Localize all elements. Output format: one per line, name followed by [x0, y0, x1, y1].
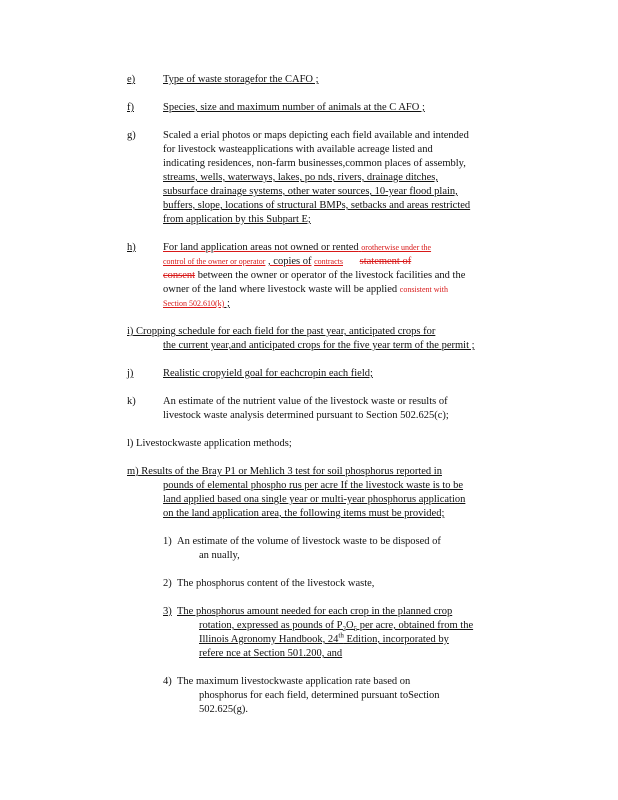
item-j-text: Realistic cropyield goal for eachcropin each field;	[163, 368, 373, 379]
item-h-deleted: consent	[163, 270, 196, 281]
item-h-label: h)	[127, 242, 136, 253]
subitem-4-line: phosphorus for each field, determined pursuant toSection	[199, 690, 440, 701]
item-h-line2	[163, 255, 411, 268]
subitem-3-line: The phosphorus amount needed for each crop in the planned crop	[177, 606, 453, 617]
item-l-text: Livestockwaste application methods;	[133, 438, 292, 449]
item-m-text: Results of the Bray P1 or Mehlich 3 test for soil phosphorus reported in	[138, 466, 442, 477]
item-l-label: l)	[127, 438, 134, 449]
subitem-3-text: per acre, obtained from the	[357, 620, 474, 631]
item-h-inserted: orotherwise under the	[361, 243, 432, 252]
item-g-line: indicating residences, non-farm businesses,common places of assembly,	[163, 158, 466, 169]
item-f-label: f)	[127, 102, 134, 113]
item-i-text: Cropping schedule for each field for the past year, anticipated crops for	[133, 326, 436, 337]
item-i-line2: the current year,and anticipated crops for the five year term of the permit ;	[163, 340, 475, 351]
subitem-3-line2	[199, 619, 473, 632]
item-h-inserted: contracts	[314, 257, 343, 266]
subitem-3-text: O	[345, 620, 354, 631]
item-h-line3	[163, 269, 465, 282]
subitem-4-label: 4)	[163, 676, 172, 687]
item-g-line: Scaled a erial photos or maps depicting each field available and intended	[163, 130, 469, 141]
item-m-line: on the land application area, the following items must be provided;	[163, 508, 445, 519]
item-m-line: land applied based ona single year or multi-year phosphorus application	[163, 494, 466, 505]
item-m-line: pounds of elemental phospho rus per acre If the livestock waste is to be	[163, 480, 464, 491]
subitem-4-line: 502.625(g).	[199, 704, 248, 715]
item-g-line: buffers, slope, locations of structural BMPs, setbacks and areas restricted	[163, 200, 471, 211]
item-h-text: For land application areas not owned or rented	[163, 242, 359, 253]
item-h-text: , copies of	[268, 256, 312, 267]
item-i-line1	[127, 325, 435, 338]
item-g-label: g)	[127, 130, 136, 141]
subitem-3-text: rotation, expressed as pounds of P	[199, 620, 343, 631]
item-h-text: ;	[224, 298, 230, 309]
item-g-line: from application by this Subpart E;	[163, 214, 311, 225]
item-l-line	[127, 437, 292, 450]
item-g-line: subsurface drainage systems, other water sources, 10-year flood plain,	[163, 186, 458, 197]
item-h-inserted: control of the owner or operator	[163, 257, 266, 266]
item-g-line: streams, wells, waterways, lakes, po nds, rivers, drainage ditches,	[163, 172, 438, 183]
subitem-2-label: 2)	[163, 578, 172, 589]
item-h-inserted: Section 502.610(k)	[163, 299, 225, 308]
subitem-1-line: An estimate of the volume of livestock waste to be disposed of	[177, 536, 441, 547]
subitem-4-line: The maximum livestockwaste application rate based on	[177, 676, 411, 687]
item-h-line4	[163, 283, 448, 296]
item-h-text: between the owner or operator of the livestock facilities and the	[195, 270, 466, 281]
item-m-label: m)	[127, 466, 139, 477]
item-k-line: livestock waste analysis determined pursuant to Section 502.625(c);	[163, 410, 449, 421]
subitem-2-line: The phosphorus content of the livestock waste,	[177, 578, 375, 589]
item-h-line5	[163, 297, 230, 310]
subitem-3-line: refere nce at Section 501.200, and	[199, 648, 343, 659]
item-h-inserted: consistent with	[399, 285, 448, 294]
subscript: 2	[342, 625, 346, 634]
subitem-1-line: an nually,	[199, 550, 240, 561]
item-e-label: e)	[127, 74, 136, 85]
subitem-3-line3	[199, 633, 449, 646]
subitem-3-label: 3)	[163, 606, 172, 617]
superscript: th	[338, 631, 344, 640]
subitem-3-text: Edition, incorporated by	[343, 634, 449, 645]
subitem-3-text: Illinois Agronomy Handbook, 24	[199, 634, 339, 645]
item-h-line1	[163, 241, 431, 254]
item-f-text: Species, size and maximum number of animals at the C AFO ;	[163, 102, 425, 113]
item-i-label: i)	[127, 326, 134, 337]
item-h-deleted: statement of	[359, 256, 412, 267]
item-k-line: An estimate of the nutrient value of the livestock waste or results of	[163, 396, 448, 407]
item-k-label: k)	[127, 396, 136, 407]
item-m-line1	[127, 465, 442, 478]
item-e-text: Type of waste storagefor the CAFO ;	[163, 74, 319, 85]
item-h-text: owner of the land where livestock waste will be applied	[163, 284, 398, 295]
item-j-label: j)	[127, 368, 134, 379]
item-g-line: for livestock wasteapplications with available acreage listed and	[163, 144, 433, 155]
subscript: 5	[353, 625, 358, 634]
subitem-1-label: 1)	[163, 536, 172, 547]
